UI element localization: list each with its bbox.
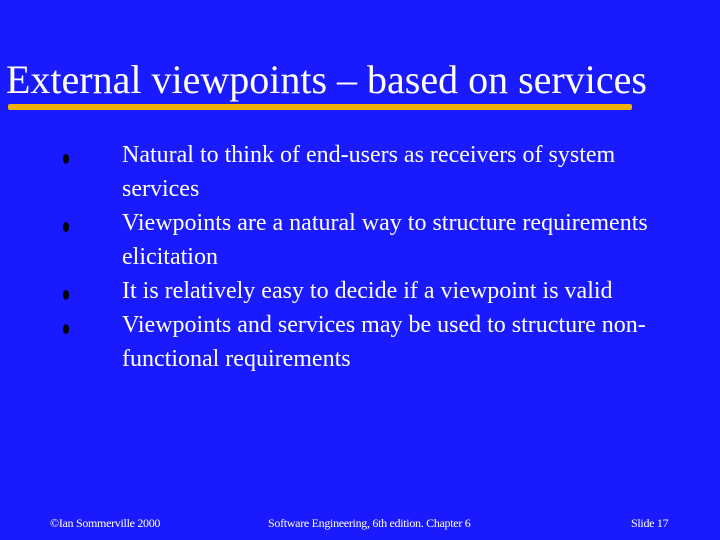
bullet-text: Viewpoints and services may be used to structure non-functional requirements xyxy=(122,312,646,372)
bullet-dot-icon xyxy=(63,290,69,300)
footer-book-title: Software Engineering, 6th edition. Chapter 6 xyxy=(268,516,471,530)
title-underline xyxy=(8,104,632,110)
bullet-text: Viewpoints are a natural way to structure requirements elicitation xyxy=(122,210,648,270)
bullet-item xyxy=(0,206,682,274)
bullet-list xyxy=(0,138,720,376)
footer-slide-number: Slide 17 xyxy=(631,516,669,530)
bullet-dot-icon xyxy=(63,324,69,334)
bullet-item xyxy=(0,308,682,376)
bullet-text: It is relatively easy to decide if a viewpoint is valid xyxy=(122,278,613,304)
slide-title: External viewpoints – based on services xyxy=(6,57,647,102)
bullet-dot-icon xyxy=(63,222,69,232)
bullet-item xyxy=(0,138,682,206)
footer-copyright: ©Ian Sommerville 2000 xyxy=(50,516,161,530)
bullet-dot-icon xyxy=(63,154,69,164)
bullet-item xyxy=(0,274,682,308)
bullet-text: Natural to think of end-users as receivers of system services xyxy=(122,142,616,202)
